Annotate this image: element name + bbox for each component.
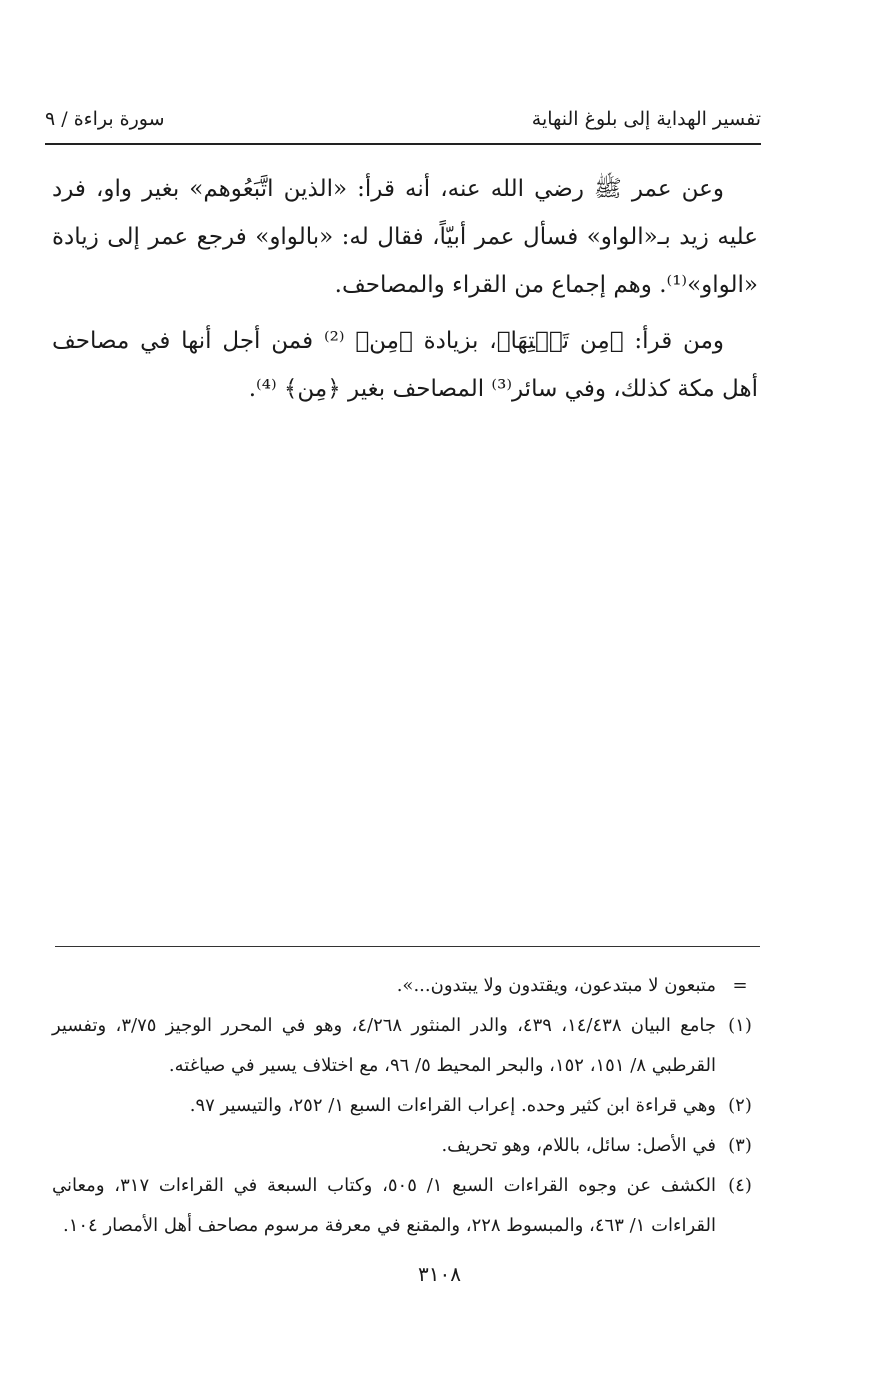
surah-label: سورة براءة / ٩	[45, 108, 165, 130]
footnote	[52, 1166, 764, 1246]
footnote-mark: (٢)	[728, 1095, 752, 1116]
paragraph: وعن عمر ﷺ رضي الله عنه، أنه قرأ: «الذين اتَّبَعُوهم» بغير واو، فرد عليه زيد بـ«الواو» فسأل عمر أبيّاً، فقال له: «بالواو» فرجع عمر إلى زيادة «الواو»⁽¹⁾. وهم إجماع من القراء والمصاحف.	[52, 176, 758, 298]
running-header	[45, 104, 761, 144]
footnote-mark: =	[732, 975, 748, 996]
footnote-text: جامع البيان ١٤/٤٣٨، ٤٣٩، والدر المنثور ٤/٢٦٨، وهو في المحرر الوجيز ٣/٧٥، وتفسير القرطبي ٨/ ١٥١، ١٥٢، والبحر المحيط ٥/ ٩٦، مع اختلاف يسير في صياغته.	[52, 1015, 717, 1076]
footnote-mark: (١)	[728, 1015, 752, 1036]
footnote-text: متبعون لا مبتدعون، ويقتدون ولا يبتدون...».	[396, 975, 716, 996]
page-number: ٣١٠٨	[418, 1262, 461, 1286]
footnote-mark: (٣)	[728, 1135, 752, 1156]
footnote	[52, 1086, 764, 1126]
footnotes	[52, 966, 764, 1246]
footnote-text: وهي قراءة ابن كثير وحده. إعراب القراءات السبع ١/ ٢٥٢، والتيسير ٩٧.	[189, 1095, 716, 1116]
footnote	[52, 966, 764, 1006]
main-text	[52, 165, 758, 421]
paragraph: ومن قرأ: ﴿مِن تَحۡتِهَا﴾، بزيادة ﴿مِن﴾ ⁽²⁾ فمن أجل أنها في مصاحف أهل مكة كذلك، وفي سائر⁽³⁾ المصاحف بغير ﴿مِن﴾ ⁽⁴⁾.	[52, 328, 758, 402]
footnote-divider	[55, 946, 760, 947]
footnote	[52, 1126, 764, 1166]
footnote-text: في الأصل: سائل، باللام، وهو تحريف.	[441, 1135, 716, 1156]
header-divider	[45, 143, 761, 145]
footnote	[52, 1006, 764, 1086]
footnote-mark: (٤)	[728, 1175, 752, 1196]
footnote-text: الكشف عن وجوه القراءات السبع ١/ ٥٠٥، وكتاب السبعة في القراءات ٣١٧، ومعاني القراءات ١/ ٤٦٣، والمبسوط ٢٢٨، والمقنع في معرفة مرسوم مصاحف أهل الأمصار ١٠٤.	[52, 1175, 716, 1236]
book-title: تفسير الهداية إلى بلوغ النهاية	[531, 108, 761, 130]
